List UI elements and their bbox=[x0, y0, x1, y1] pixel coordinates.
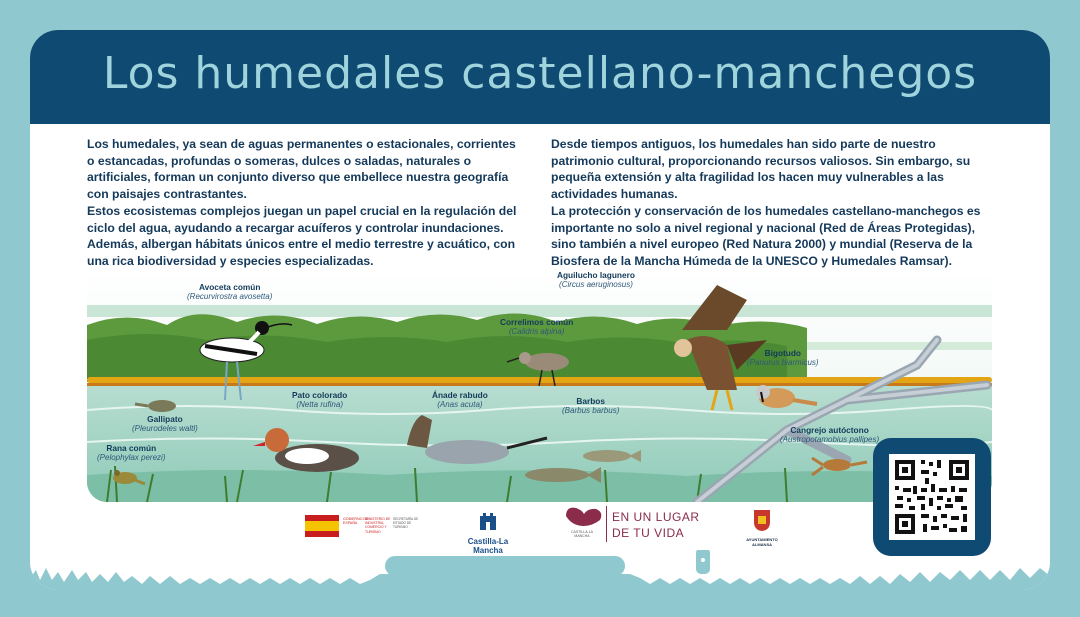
qr-code[interactable] bbox=[889, 454, 975, 540]
castle-icon bbox=[478, 508, 498, 532]
wetland-scene-svg bbox=[87, 270, 992, 502]
species-label-rana: Rana común (Pelophylax perezi) bbox=[97, 443, 166, 462]
logo-en-un-lugar bbox=[562, 506, 702, 548]
left-paragraph-1: Los humedales, ya sean de aguas permanentes o estacionales, corrientes o estancadas, profundas o someras, dulces o saladas, naturales o artificiales, forman un conjunto diverso que embellece nuestra geografía con paisajes contrastantes. bbox=[87, 137, 516, 202]
species-label-avoceta: Avoceta común (Recurvirostra avosetta) bbox=[187, 282, 273, 301]
castilla-text: Castilla-La Mancha bbox=[467, 537, 509, 555]
right-paragraph-2: La protección y conservación de los humedales castellano-manchegos es importante no solo a nivel regional y nacional (Red de Áreas Protegidas), sino también a nivel europeo (Red Natura 2000) y mundial (Reserva de la Biosfera de la Mancha Húmeda de la UNESCO y Humedales Ramsar). bbox=[551, 203, 981, 268]
grass-border bbox=[30, 550, 1050, 590]
lugar-line-2: DE TU VIDA bbox=[612, 526, 685, 540]
ministerio-text: MINISTERIO DE INDUSTRIA, COMERCIO Y TURISMO bbox=[365, 517, 391, 534]
species-label-barbos: Barbos (Barbus barbus) bbox=[562, 396, 620, 415]
page-title: Los humedales castellano-manchegos bbox=[102, 48, 978, 99]
species-label-cangrejo: Cangrejo autóctono (Austropotamobius pallipes) bbox=[780, 425, 880, 444]
logo-castilla-la-mancha bbox=[455, 508, 521, 555]
species-label-gallipato: Gallipato (Pleurodeles waltl) bbox=[132, 414, 198, 433]
species-label-correlimos: Correlimos común (Calidris alpina) bbox=[500, 317, 574, 336]
logo-gobierno-espana bbox=[305, 515, 420, 539]
species-label-pato-colorado: Pato colorado (Netta rufina) bbox=[292, 390, 348, 409]
left-paragraph-2: Estos ecosistemas complejos juegan un papel crucial en la regulación del ciclo del agua, ayudando a recargar acuíferos y controlar inundaciones. Además, albergan hábitats únicos entre el medio terrestre y acuático, con una rica biodiversidad y especies especializadas. bbox=[87, 203, 517, 268]
species-label-bigotudo: Bigotudo (Panurus biarmicus) bbox=[747, 348, 819, 367]
header-band bbox=[30, 30, 1050, 124]
info-panel bbox=[30, 30, 1050, 590]
left-text-column bbox=[87, 136, 517, 270]
wetland-illustration bbox=[87, 270, 992, 502]
species-label-aguilucho: Aguilucho lagunero (Circus aeruginosus) bbox=[557, 270, 635, 289]
shield-icon bbox=[753, 508, 771, 532]
right-paragraph-1: Desde tiempos antiguos, los humedales han sido parte de nuestro patrimonio cultural, proporcionando recursos valiosos. Sin embargo, su pequeña extensión y alta fragilidad los hacen muy vulnerables a las actividades humanas. bbox=[551, 137, 971, 202]
species-label-anade-rabudo: Ánade rabudo (Anas acuta) bbox=[432, 390, 488, 409]
lugar-small-text: CASTILLA-LA MANCHA bbox=[571, 530, 593, 538]
secretaria-text: SECRETARÍA DE ESTADO DE TURISMO bbox=[393, 517, 419, 529]
spain-flag-icon bbox=[305, 515, 339, 537]
gobierno-text: GOBIERNO DE ESPAÑA bbox=[343, 517, 369, 526]
heart-mark-icon bbox=[562, 506, 604, 528]
almansa-text: AYUNTAMIENTO ALMANSA bbox=[746, 537, 778, 547]
qr-code-frame bbox=[873, 438, 991, 556]
right-text-column bbox=[551, 136, 999, 270]
qr-code-svg bbox=[889, 454, 975, 540]
logo-almansa bbox=[742, 508, 782, 550]
lugar-line-1: EN UN LUGAR bbox=[612, 510, 700, 524]
